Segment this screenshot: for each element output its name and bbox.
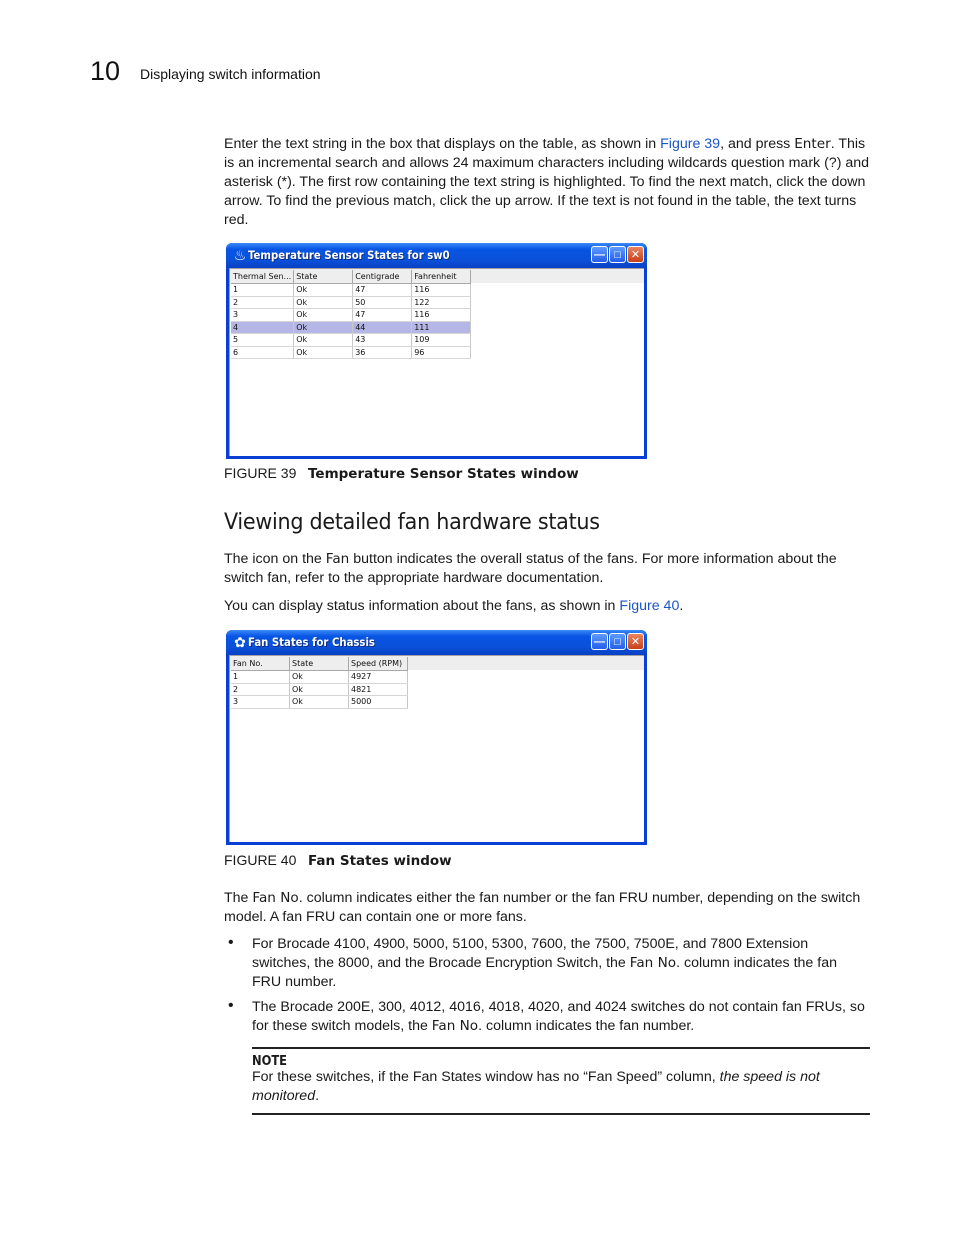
table-row[interactable] (231, 334, 471, 347)
note-title: NOTE (252, 1053, 288, 1069)
window-titlebar[interactable] (226, 243, 647, 268)
fan-icon: ✿ (234, 634, 246, 650)
table-cell: Ok (294, 346, 353, 359)
key-fan: Fan (325, 551, 350, 567)
text: . column indicates the fan FRU number. (252, 955, 837, 990)
table-cell: Ok (294, 309, 353, 322)
window-client-area (229, 655, 644, 842)
window-title: Temperature Sensor States for sw0 (248, 248, 450, 262)
table-cell: 96 (412, 346, 471, 359)
window-client-area (229, 268, 644, 456)
table-row[interactable] (231, 671, 408, 684)
text: , and press (720, 136, 795, 152)
note-text (252, 1068, 862, 1106)
table-cell: 4 (231, 321, 294, 334)
table-cell: 4821 (349, 683, 408, 696)
temperature-table (231, 270, 471, 359)
text: . (679, 598, 684, 614)
table-row[interactable] (231, 309, 471, 322)
table-cell: 111 (412, 321, 471, 334)
table-cell: 109 (412, 334, 471, 347)
list-item-text (252, 935, 867, 992)
close-button[interactable]: ✕ (627, 246, 644, 263)
table-cell: 50 (353, 296, 412, 309)
table-cell: Ok (294, 321, 353, 334)
table-row[interactable] (231, 683, 408, 696)
table-cell: 44 (353, 321, 412, 334)
text: . column indicates either the fan number or the fan FRU number, depending on the switch model. A fan FRU can contain one or more fans. (224, 890, 861, 925)
key-fan-no: Fan No (431, 1018, 479, 1034)
note-box (252, 1047, 870, 1115)
text: . (315, 1088, 320, 1104)
table-cell: 47 (353, 309, 412, 322)
key-enter: Enter (794, 136, 831, 152)
key-fan-no: Fan No (252, 890, 299, 906)
text: . This is an incremental search and allows 24 maximum characters including wildcards question mark (?) and asterisk (*). The first row containing the text string is highlighted. To find the next match, click the down arrow. To find the previous match, click the up arrow. If the text is not found in the table, the text turns red. (224, 136, 870, 228)
figure-label: FIGURE 40 (224, 852, 297, 868)
column-header[interactable]: Thermal Sen... (231, 270, 294, 284)
table-cell: 43 (353, 334, 412, 347)
column-header[interactable]: Fan No. (231, 657, 290, 671)
figure-39-link[interactable]: Figure 39 (660, 136, 721, 152)
figure-39-caption (224, 465, 579, 482)
section-heading: Viewing detailed fan hardware status (224, 509, 600, 535)
table-cell: 36 (353, 346, 412, 359)
table-row[interactable] (231, 696, 408, 709)
window-titlebar[interactable] (226, 630, 647, 655)
table-cell: 116 (412, 309, 471, 322)
table-cell: Ok (290, 696, 349, 709)
table-cell: 5000 (349, 696, 408, 709)
table-cell: 2 (231, 296, 294, 309)
minimize-button[interactable]: — (591, 246, 608, 263)
text: The Brocade 200E, 300, 4012, 4016, 4018, 4020, and 4024 switches do not contain fan FRUs, so for these switch models, the (252, 999, 865, 1034)
table-cell: 3 (231, 309, 294, 322)
figure-title: Temperature Sensor States window (308, 466, 579, 482)
text: The (224, 890, 253, 906)
java-cup-icon: ♨ (233, 247, 247, 263)
bullet-icon: • (228, 997, 234, 1014)
list-item-text (252, 998, 867, 1036)
figure-40-link[interactable]: Figure 40 (619, 598, 680, 614)
fan-no-paragraph (224, 889, 874, 927)
table-cell: Ok (294, 296, 353, 309)
column-header[interactable]: State (294, 270, 353, 284)
figure-label: FIGURE 39 (224, 465, 297, 481)
fan-icon-paragraph (224, 550, 874, 588)
intro-paragraph (224, 135, 874, 230)
key-fan-no: Fan No (629, 955, 677, 971)
text: button indicates the overall status of the fans. For more information about the switch fan, refer to the appropriate hardware documentation. (224, 551, 837, 586)
maximize-button[interactable]: □ (609, 633, 626, 650)
column-header[interactable]: Speed (RPM) (349, 657, 408, 671)
fan-status-paragraph (224, 597, 874, 616)
table-cell: 5 (231, 334, 294, 347)
column-header[interactable]: State (290, 657, 349, 671)
table-row[interactable] (231, 321, 471, 334)
table-cell: 4927 (349, 671, 408, 684)
table-cell: Ok (290, 683, 349, 696)
table-row[interactable] (231, 346, 471, 359)
table-cell: 47 (353, 284, 412, 297)
minimize-button[interactable]: — (591, 633, 608, 650)
table-cell: 1 (231, 284, 294, 297)
table-cell: 122 (412, 296, 471, 309)
table-cell: 116 (412, 284, 471, 297)
column-header[interactable]: Centigrade (353, 270, 412, 284)
maximize-button[interactable]: □ (609, 246, 626, 263)
table-cell: Ok (290, 671, 349, 684)
window-title: Fan States for Chassis (248, 635, 375, 649)
text: For Brocade 4100, 4900, 5000, 5100, 5300, 7600, the 7500, 7500E, and 7800 Extension switches, the 8000, and the Brocade Encryption Switch, the (252, 936, 809, 971)
text: . column indicates the fan number. (478, 1018, 695, 1034)
chapter-title: Displaying switch information (140, 66, 321, 82)
text: The icon on the (224, 551, 326, 567)
figure-title: Fan States window (308, 853, 452, 869)
chapter-number: 10 (90, 56, 121, 86)
table-cell: 2 (231, 683, 290, 696)
table-cell: 6 (231, 346, 294, 359)
text: You can display status information about the fans, as shown in (224, 598, 620, 614)
fan-table (231, 657, 408, 709)
table-row[interactable] (231, 284, 471, 297)
text: Enter the text string in the box that displays on the table, as shown in (224, 136, 661, 152)
table-cell: 1 (231, 671, 290, 684)
figure-40-caption (224, 852, 452, 869)
table-cell: Ok (294, 334, 353, 347)
table-cell: 3 (231, 696, 290, 709)
text: For these switches, if the Fan States window has no “Fan Speed” column, (252, 1069, 720, 1085)
close-button[interactable]: ✕ (627, 633, 644, 650)
temperature-sensor-window (226, 243, 647, 459)
bullet-icon: • (228, 934, 234, 951)
fan-states-window (226, 630, 647, 845)
column-header[interactable]: Fahrenheit (412, 270, 471, 284)
table-row[interactable] (231, 296, 471, 309)
table-cell: Ok (294, 284, 353, 297)
note-emphasis: the speed is not monitored (252, 1069, 820, 1104)
